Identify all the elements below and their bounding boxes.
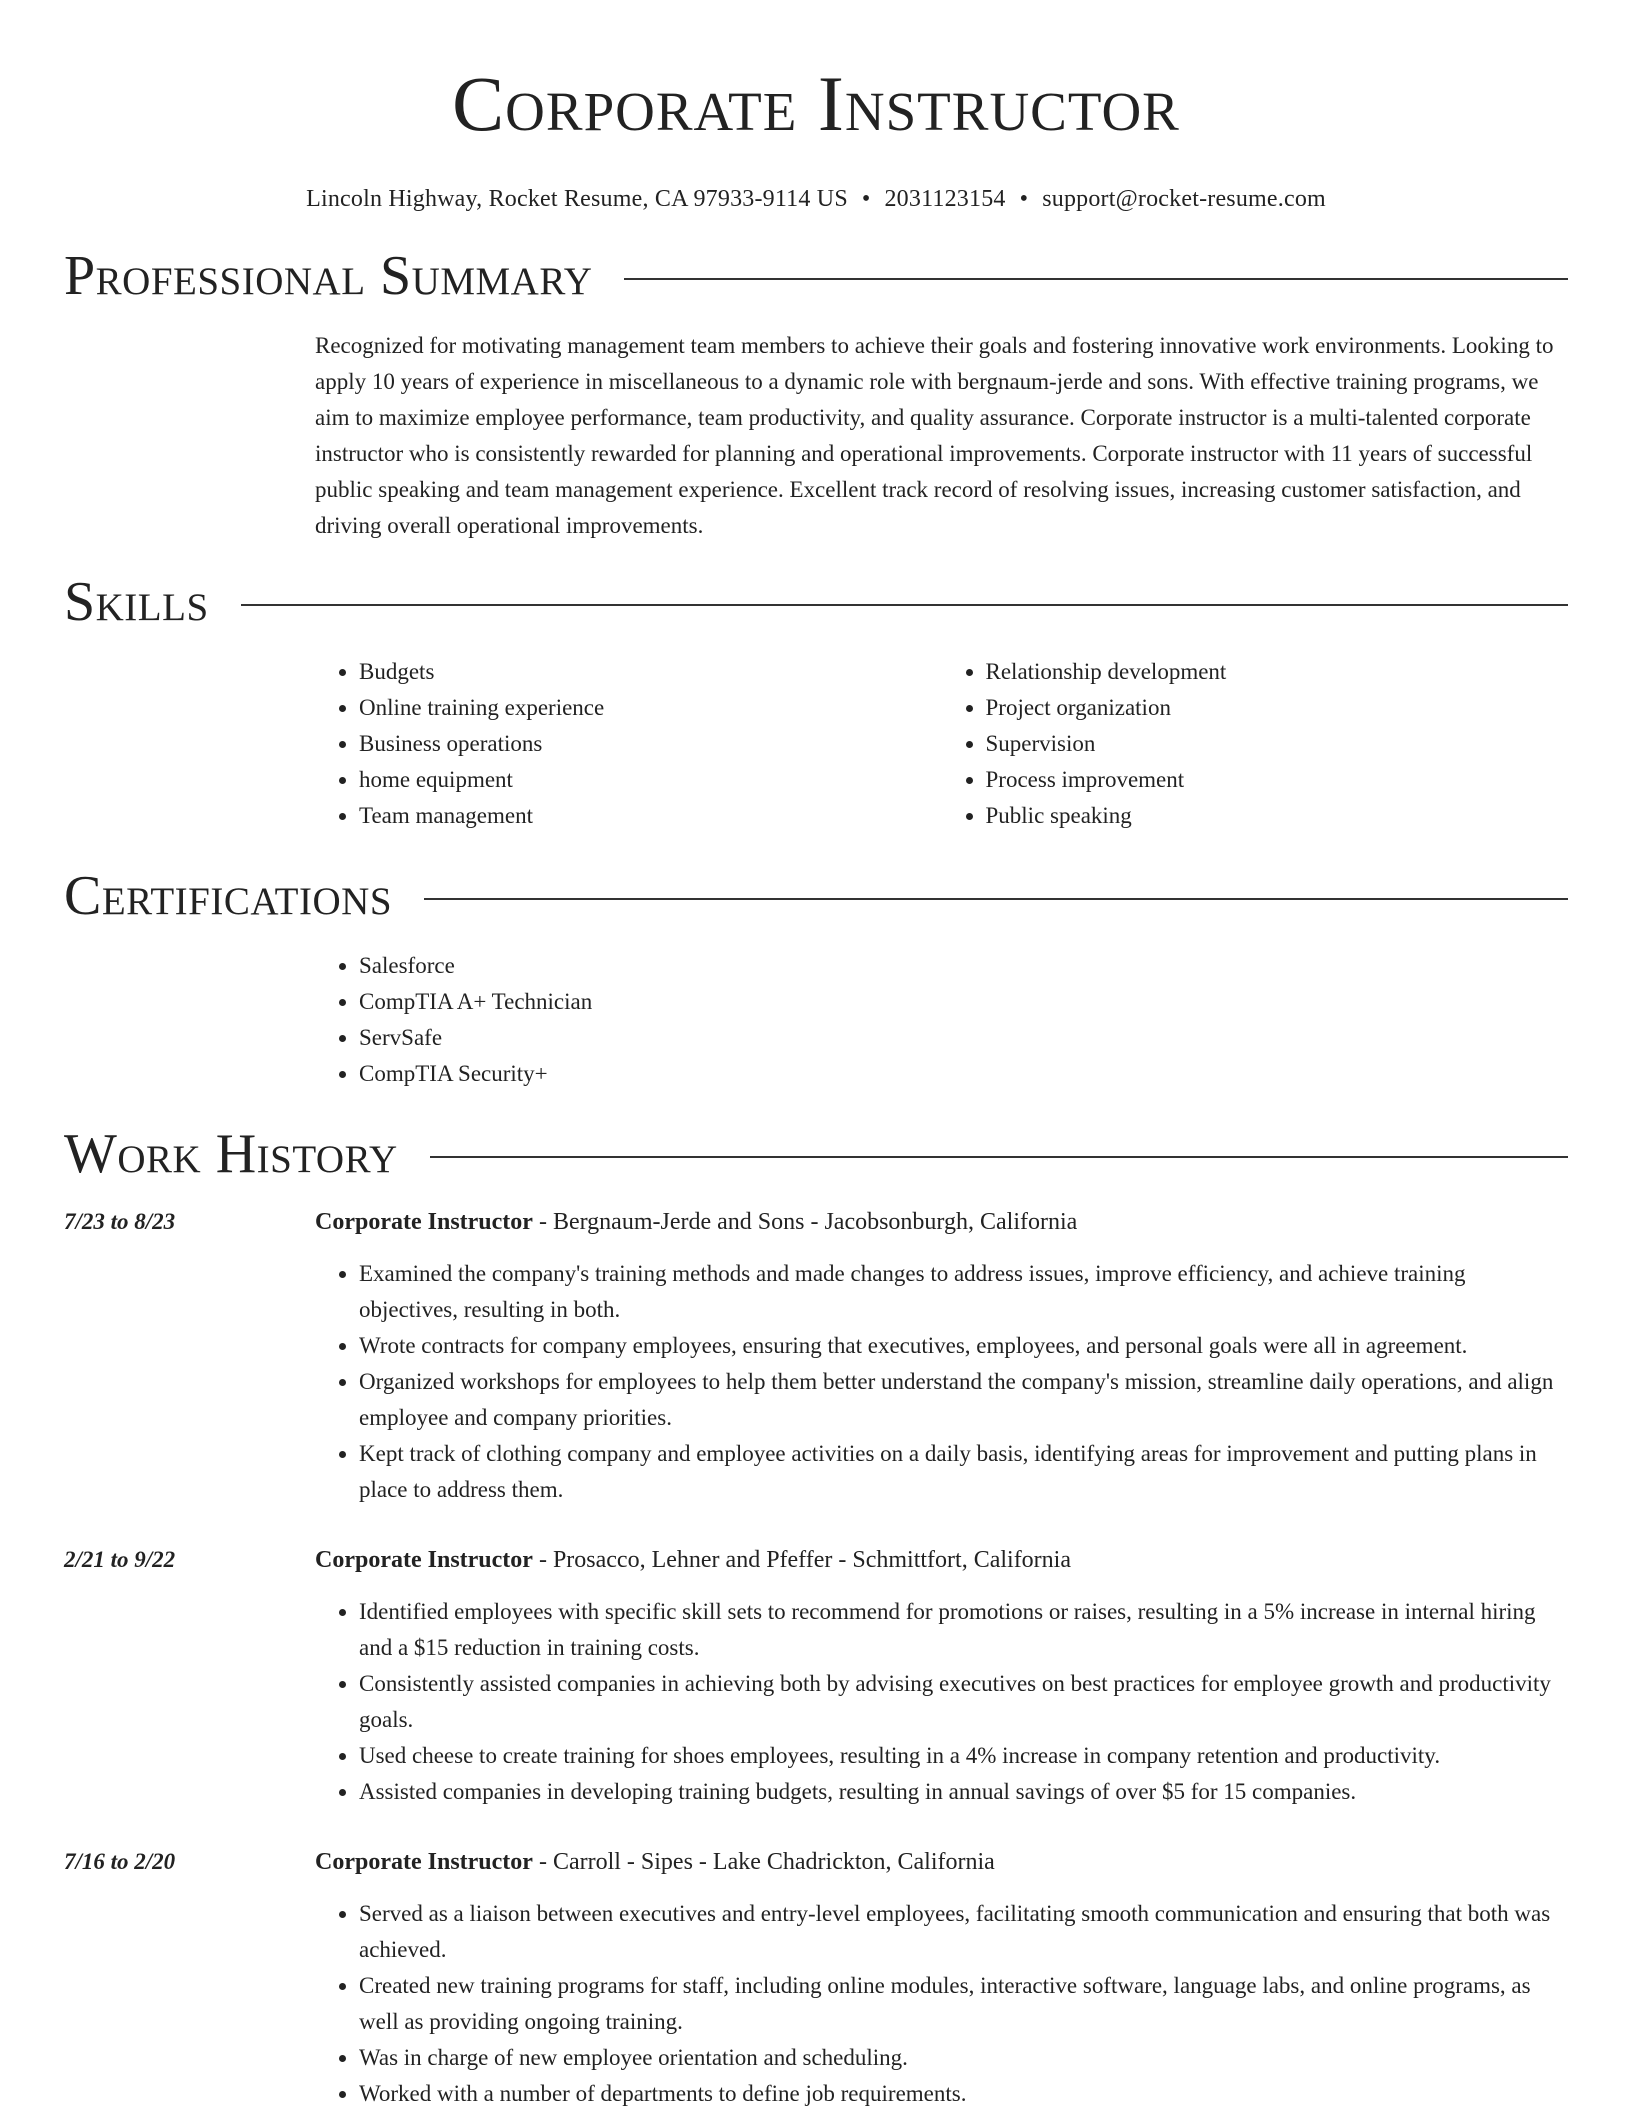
job-body bbox=[315, 1204, 1568, 1508]
certification-item: • CompTIA A+ Technician bbox=[359, 984, 1568, 1020]
certification-item: • ServSafe bbox=[359, 1020, 1568, 1056]
job-bullet: • Examined the company's training methods and made changes to address issues, improve efficiency, and achieve training objectives, resulting in both. bbox=[359, 1256, 1568, 1328]
job-bullet: • Served as a liaison between executives and entry-level employees, facilitating smooth communication and ensuring that both was achieved. bbox=[359, 1896, 1568, 1968]
skill-item: • Project organization bbox=[986, 690, 1569, 726]
candidate-name: Corporate Instructor bbox=[452, 60, 1180, 147]
job-bullets bbox=[315, 1896, 1568, 2112]
job-bullet: • Assisted companies in developing training budgets, resulting in annual savings of over $5 for 15 companies. bbox=[359, 1774, 1568, 1810]
job-title-line bbox=[315, 1542, 1568, 1578]
job-entry bbox=[64, 1204, 1568, 1508]
skill-item: • Process improvement bbox=[986, 762, 1569, 798]
skill-item: • Budgets bbox=[359, 654, 942, 690]
job-employer: - Prosacco, Lehner and Pfeffer - Schmittfort, California bbox=[532, 1547, 1071, 1573]
section-divider bbox=[241, 604, 1568, 606]
job-title: Corporate Instructor bbox=[315, 1547, 533, 1573]
job-bullet: • Worked with a number of departments to define job requirements. bbox=[359, 2076, 1568, 2112]
contact-line bbox=[64, 184, 1568, 214]
skill-item: • Business operations bbox=[359, 726, 942, 762]
job-title-line bbox=[315, 1204, 1568, 1240]
job-body bbox=[315, 1542, 1568, 1810]
job-entry bbox=[64, 1542, 1568, 1810]
job-bullet: • Wrote contracts for company employees, ensuring that executives, employees, and personal goals were all in agreement. bbox=[359, 1328, 1568, 1364]
job-bullet: • Identified employees with specific skill sets to recommend for promotions or raises, resulting in a 5% increase in internal hiring and a $15 reduction in training costs. bbox=[359, 1594, 1568, 1666]
certification-item: • Salesforce bbox=[359, 948, 1568, 984]
job-employer: - Carroll - Sipes - Lake Chadrickton, California bbox=[532, 1849, 995, 1875]
job-bullet: • Used cheese to create training for shoes employees, resulting in a 4% increase in company retention and productivity. bbox=[359, 1738, 1568, 1774]
job-bullet: • Consistently assisted companies in achieving both by advising executives on best practices for employee growth and productivity goals. bbox=[359, 1666, 1568, 1738]
work-history-section-header bbox=[64, 1122, 1568, 1186]
section-divider bbox=[424, 898, 1568, 900]
skill-item: • Relationship development bbox=[986, 654, 1569, 690]
job-entry bbox=[64, 1844, 1568, 2112]
job-bullets bbox=[315, 1594, 1568, 1810]
contact-phone: 2031123154 bbox=[884, 186, 1006, 212]
skill-item: • home equipment bbox=[359, 762, 942, 798]
contact-separator: • bbox=[1019, 186, 1029, 212]
job-bullet: • Kept track of clothing company and employee activities on a daily basis, identifying areas for improvement and putting plans in place to address them. bbox=[359, 1436, 1568, 1508]
skill-item: • Supervision bbox=[986, 726, 1569, 762]
job-bullets bbox=[315, 1256, 1568, 1508]
summary-heading: Professional Summary bbox=[64, 245, 593, 307]
section-divider bbox=[430, 1156, 1568, 1158]
job-dates: 2/21 to 9/22 bbox=[64, 1547, 176, 1572]
skills-grid bbox=[315, 654, 1568, 834]
skills-column-right bbox=[942, 654, 1569, 834]
job-dates: 7/23 to 8/23 bbox=[64, 1209, 176, 1234]
job-bullet: • Was in charge of new employee orientation and scheduling. bbox=[359, 2040, 1568, 2076]
summary-text: Recognized for motivating management team members to achieve their goals and fostering innovative work environments. Looking to apply 10 years of experience in miscellaneous to a dynamic role with bergnaum-jerde and sons. With effective training programs, we aim to maximize employee performance, team productivity, and quality assurance. Corporate instructor is a multi-talented corporate instructor who is consistently rewarded for planning and operational improvements. Corporate instructor with 11 years of successful public speaking and team management experience. Excellent track record of resolving issues, increasing customer satisfaction, and driving overall operational improvements. bbox=[315, 333, 1554, 538]
job-employer: - Bergnaum-Jerde and Sons - Jacobsonburgh, California bbox=[532, 1209, 1078, 1235]
job-dates: 7/16 to 2/20 bbox=[64, 1849, 176, 1874]
work-history-heading: Work History bbox=[64, 1123, 398, 1185]
job-bullet: • Created new training programs for staff, including online modules, interactive software, language labs, and online programs, as well as providing ongoing training. bbox=[359, 1968, 1568, 2040]
job-title: Corporate Instructor bbox=[315, 1849, 533, 1875]
job-title-line bbox=[315, 1844, 1568, 1880]
skills-section-header bbox=[64, 570, 1568, 634]
summary-section-header bbox=[64, 244, 1568, 308]
contact-email: support@rocket-resume.com bbox=[1042, 186, 1326, 212]
certifications-section-header bbox=[64, 864, 1568, 928]
job-bullet: • Organized workshops for employees to help them better understand the company's mission, streamline daily operations, and align employee and company priorities. bbox=[359, 1364, 1568, 1436]
certifications-list bbox=[315, 948, 1568, 1092]
contact-separator: • bbox=[861, 186, 871, 212]
certification-item: • CompTIA Security+ bbox=[359, 1056, 1568, 1092]
certifications-heading: Certifications bbox=[64, 865, 393, 927]
job-body bbox=[315, 1844, 1568, 2112]
skill-item: • Team management bbox=[359, 798, 942, 834]
skill-item: • Online training experience bbox=[359, 690, 942, 726]
skills-heading: Skills bbox=[64, 571, 209, 633]
contact-address: Lincoln Highway, Rocket Resume, CA 97933-9114 US bbox=[306, 186, 848, 212]
skills-column-left bbox=[315, 654, 942, 834]
job-title: Corporate Instructor bbox=[315, 1209, 533, 1235]
section-divider bbox=[624, 278, 1568, 280]
skill-item: • Public speaking bbox=[986, 798, 1569, 834]
resume-page bbox=[64, 0, 1568, 2112]
